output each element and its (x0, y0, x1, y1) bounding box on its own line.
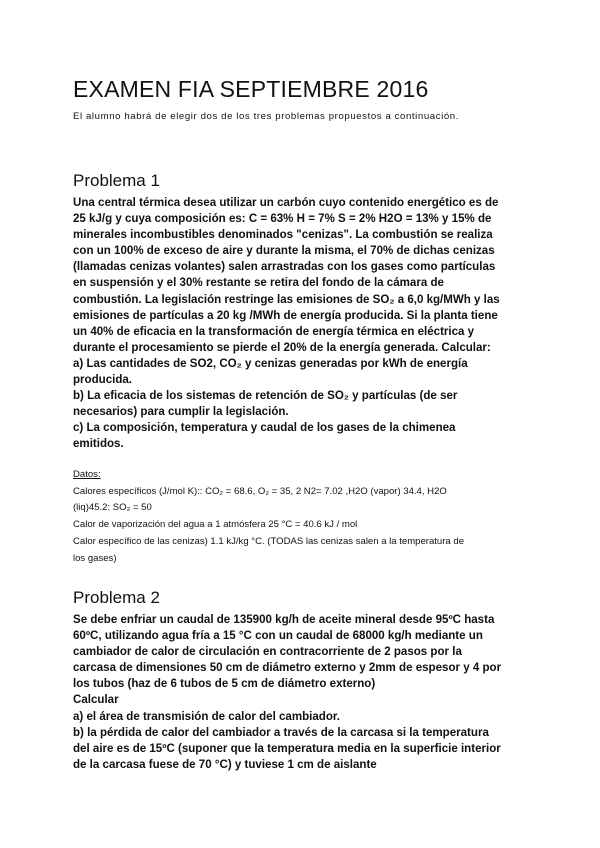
problem-2-statement (73, 612, 533, 773)
data-line: (liq)45.2: SO₂ = 50 (73, 502, 152, 514)
problem-2-heading: Problema 2 (73, 588, 160, 607)
problem-1-line: producida. (73, 374, 133, 387)
problem-1-line: en suspensión y el 30% restante se retira del fondo de la cámara de (73, 277, 444, 290)
problem-1-line: Una central térmica desea utilizar un carbón cuyo contenido energético es de (73, 197, 499, 209)
data-line: Calor de vaporización del agua a 1 atmósfera 25 °C = 40.6 kJ / mol (73, 519, 358, 531)
problem-2-line: los tubos (haz de 6 tubos de 5 cm de diámetro externo) (73, 678, 376, 691)
data-line: Calores específicos (J/mol K):: CO₂ = 68.6, O₂ = 35, 2 N2= 7.02 ,H2O (vapor) 34.4, H2O (73, 485, 447, 497)
problem-1-line: b) La eficacia de los sistemas de retención de SO₂ y partículas (de ser (73, 390, 458, 403)
problem-2-line: Calcular (73, 694, 119, 707)
problem-1-line: 25 kJ/g y cuya composición es: C = 63% H = 7% S = 2% H2O = 13% y 15% de (73, 213, 492, 226)
problem-1-line: durante el procesamiento se pierde el 20% de la energía generada. Calcular: (73, 341, 491, 354)
data-line: Calor específico de las cenizas) 1.1 kJ/kg °C. (TODAS las cenizas salen a la temperatura de (73, 535, 464, 547)
problem-2-line: cambiador de calor de circulación en contracorriente de 2 pasos por la (73, 646, 462, 659)
data-line: los gases) (73, 552, 117, 564)
data-label: Datos: (73, 469, 101, 480)
problem-1-line: un 40% de eficacia en la transformación de energía térmica en eléctrica y (73, 325, 475, 338)
problem-1-line: c) La composición, temperatura y caudal de los gases de la chimenea (73, 422, 456, 435)
problem-2-line: carcasa de dimensiones 50 cm de diámetro externo y 2mm de espesor y 4 por (73, 662, 502, 675)
problem-1-line: minerales incombustibles denominados "cenizas". La combustión se realiza (73, 229, 493, 242)
intro-text: El alumno habrá de elegir dos de los tres problemas propuestos a continuación. (73, 111, 459, 122)
problem-1-line: (llamadas cenizas volantes) salen arrastradas con los gases como partículas (73, 261, 496, 274)
problem-2-line: a) el área de transmisión de calor del cambiador. (73, 710, 340, 723)
problem-2-line: de la carcasa fuese de 70 °C) y tuviese 1 cm de aislante (73, 758, 377, 771)
problem-1-line: combustión. La legislación restringe las emisiones de SO₂ a 6,0 kg/MWh y las (73, 293, 500, 306)
problem-2-line: 60ºC, utilizando agua fría a 15 °C con un caudal de 68000 kg/h mediante un (73, 630, 483, 643)
problem-1-line: a) Las cantidades de SO2, CO₂ y cenizas generadas por kWh de energía (73, 357, 468, 370)
problem-2-line: b) la pérdida de calor del cambiador a través de la carcasa si la temperatura (73, 726, 489, 739)
problem-1-heading: Problema 1 (73, 171, 160, 190)
problem-2-line: Se debe enfriar un caudal de 135900 kg/h de aceite mineral desde 95ºC hasta (73, 614, 495, 626)
problem-1-line: con un 100% de exceso de aire y durante la misma, el 70% de dichas cenizas (73, 245, 495, 258)
document-title: EXAMEN FIA SEPTIEMBRE 2016 (73, 76, 429, 102)
problem-1-line: emisiones de partículas a 20 kg /MWh de energía producida. Si la planta tiene (73, 309, 498, 322)
problem-1-line: emitidos. (73, 438, 124, 451)
problem-1-statement (73, 195, 533, 453)
problem-2-line: del aire es de 15ºC (suponer que la temperatura media en la superficie interior (73, 742, 501, 755)
problem-1-data (73, 467, 543, 567)
problem-1-line: necesarios) para cumplir la legislación. (73, 406, 289, 419)
